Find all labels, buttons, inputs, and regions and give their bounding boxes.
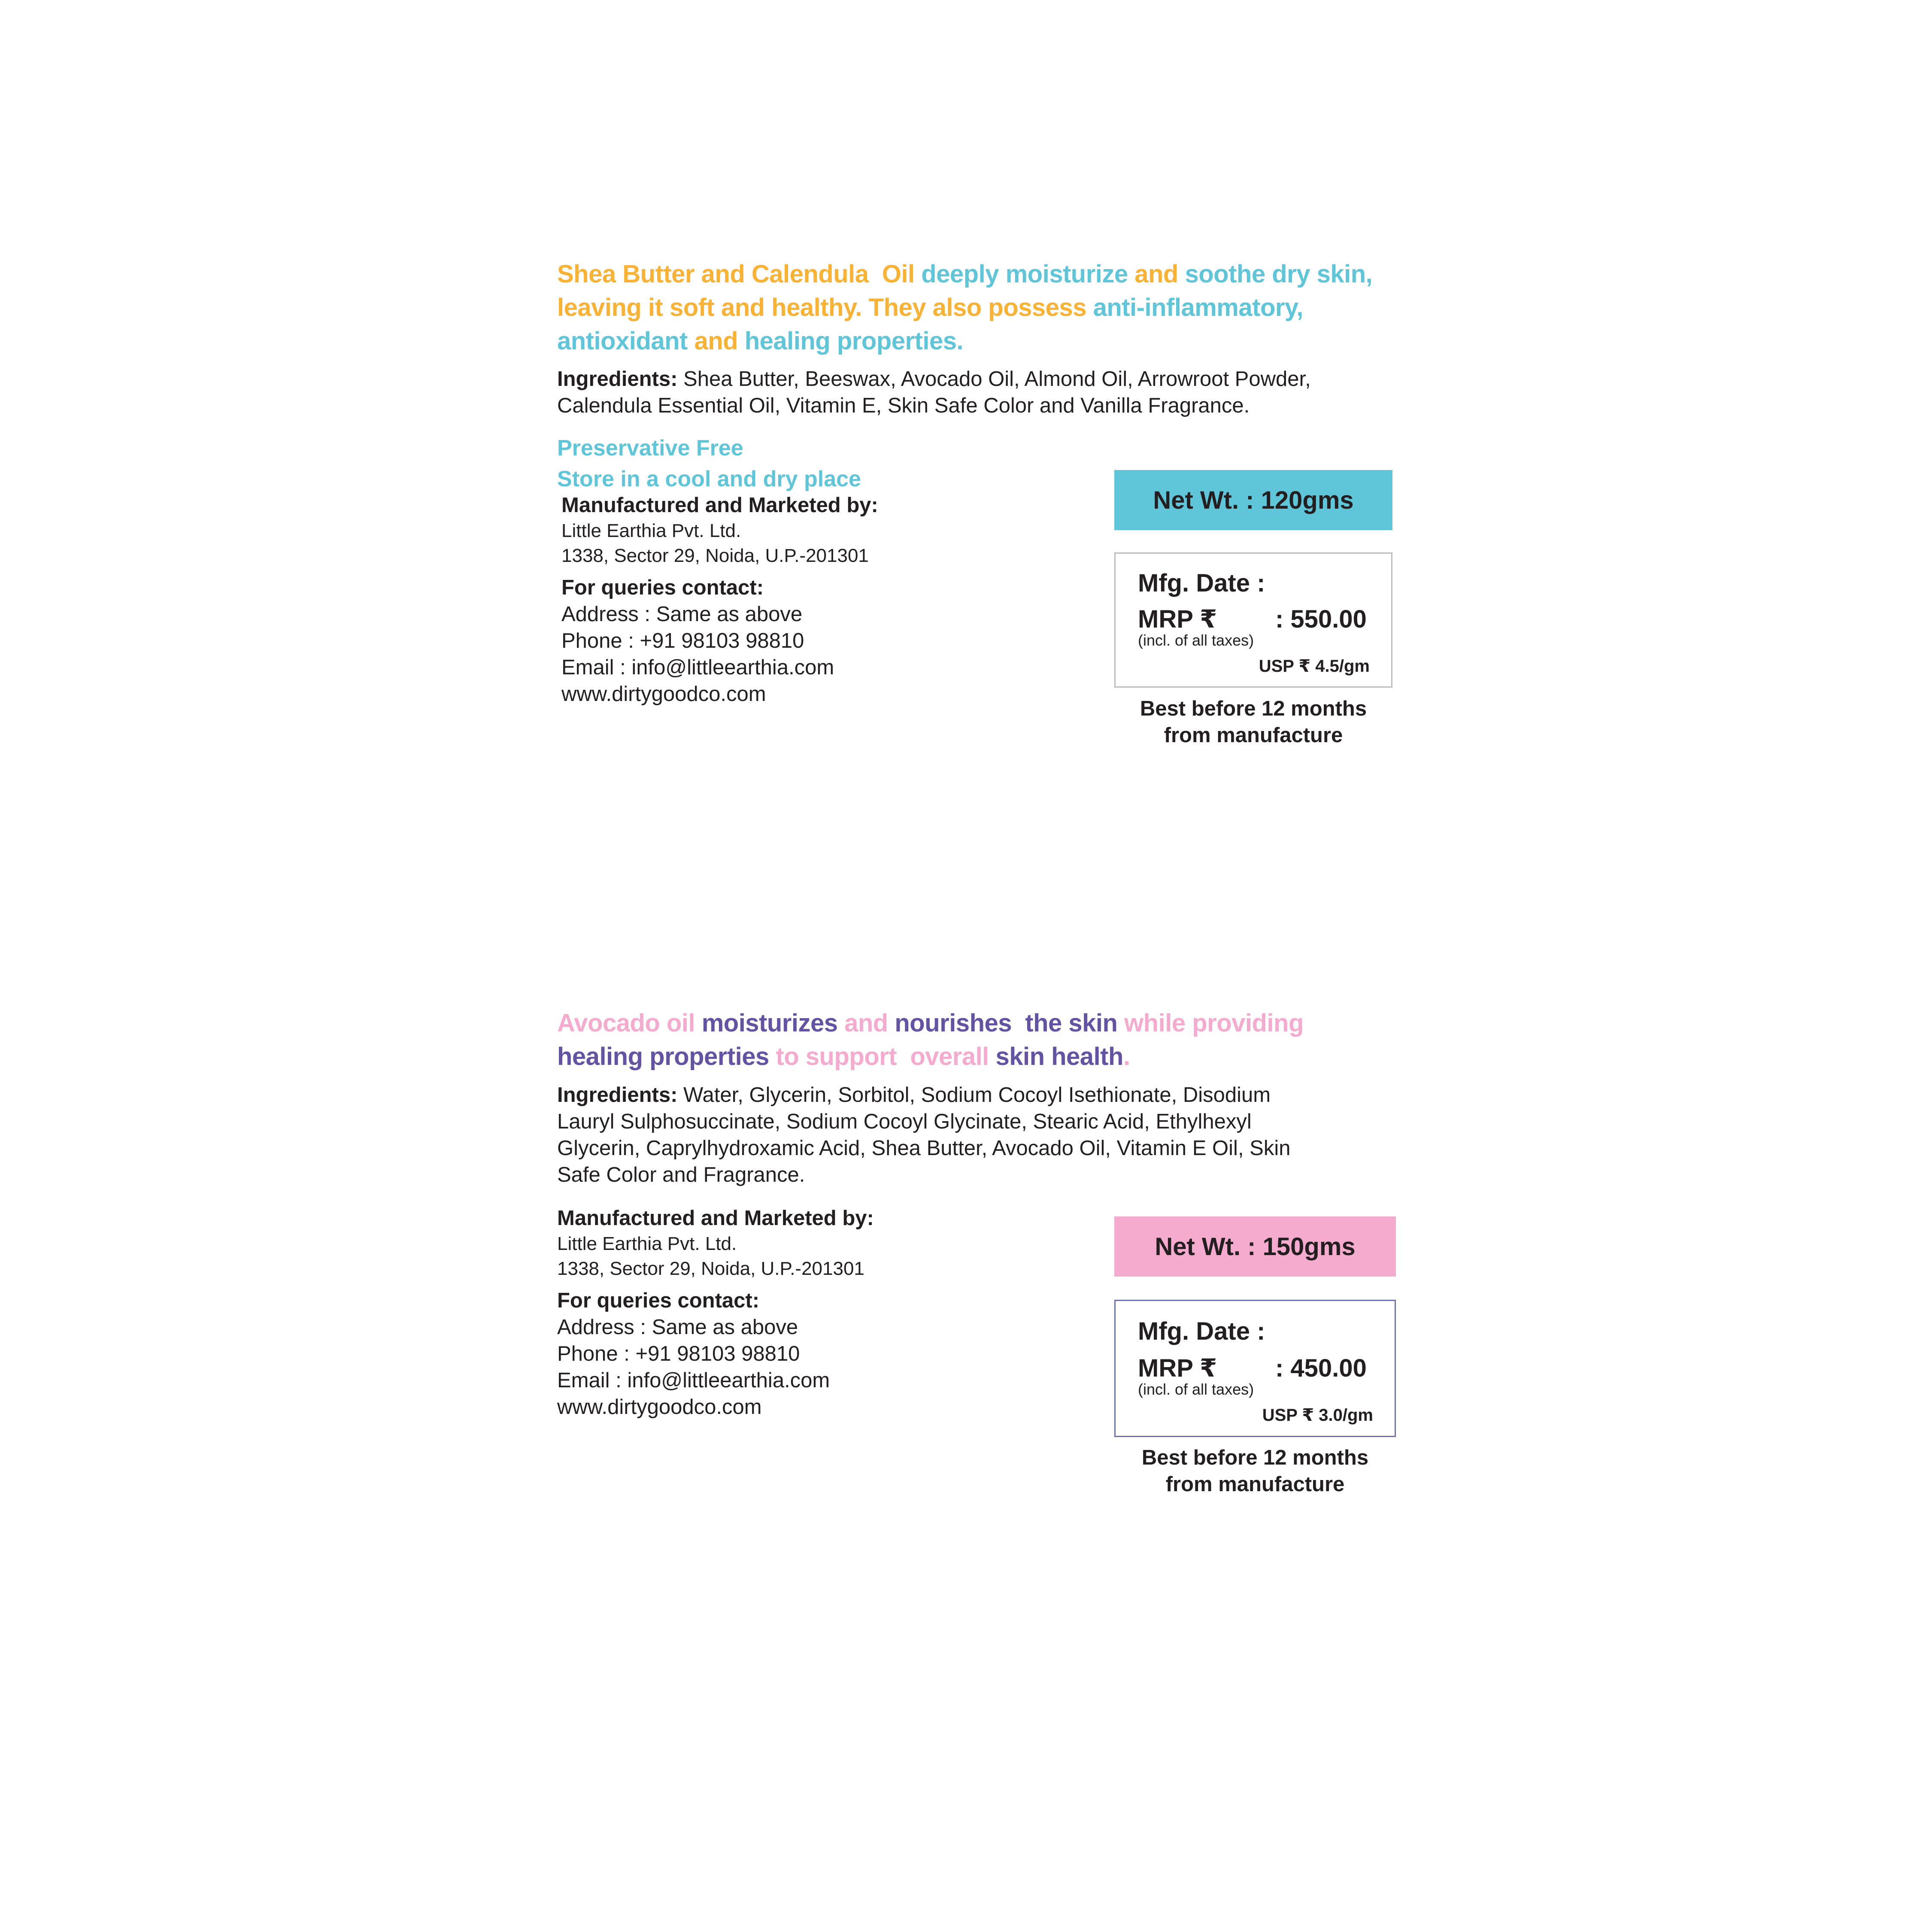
best-before-line2: from manufacture — [1165, 1473, 1345, 1496]
headline-segment: Shea Butter and Calendula Oil — [557, 260, 922, 288]
label1-headline — [557, 258, 1407, 358]
taxes-note: (incl. of all taxes) — [1138, 1380, 1254, 1398]
headline-segment: to support overall — [776, 1043, 996, 1071]
preservative-free: Preservative Free — [557, 436, 743, 461]
taxes-note: (incl. of all taxes) — [1138, 631, 1254, 649]
best-before-line1: Best before 12 months — [1140, 697, 1367, 720]
mfg-date: Mfg. Date : — [1138, 1317, 1265, 1345]
label2-best-before — [1114, 1444, 1396, 1498]
headline-segment: nourishes the skin — [895, 1009, 1125, 1037]
contact-phone: Phone : +91 98103 98810 — [557, 1342, 800, 1365]
headline-segment: healing properties — [557, 1043, 776, 1071]
label2-headline — [557, 1007, 1368, 1074]
ingredients-list: Shea Butter, Beeswax, Avocado Oil, Almond Oil, Arrowroot Powder, Calendula Essential Oil, Vitamin E, Skin Safe Color and Vanilla Fragrance. — [557, 367, 1311, 417]
headline-segment: anti-inflammatory, antioxidant — [557, 294, 1310, 355]
mrp-label: MRP ₹ — [1138, 605, 1217, 633]
headline-segment: and — [844, 1009, 895, 1037]
mfg-date: Mfg. Date : — [1138, 569, 1265, 597]
queries-title: For queries contact: — [557, 1289, 760, 1312]
best-before-line2: from manufacture — [1164, 724, 1343, 747]
label1-net-weight: Net Wt. : 120gms — [1114, 470, 1392, 530]
best-before-line1: Best before 12 months — [1141, 1446, 1369, 1469]
label1-best-before — [1114, 695, 1392, 749]
label1-price-box — [1114, 552, 1392, 688]
contact-website: www.dirtygoodco.com — [561, 682, 766, 706]
contact-address: Address : Same as above — [561, 603, 803, 626]
mfr-address: 1338, Sector 29, Noida, U.P.-201301 — [557, 1258, 864, 1279]
contact-website: www.dirtygoodco.com — [557, 1395, 762, 1419]
headline-segment: and — [694, 327, 745, 355]
label2-price-box — [1114, 1300, 1396, 1437]
mfr-title: Manufactured and Marketed by: — [561, 494, 878, 517]
headline-segment: moisturizes — [701, 1009, 845, 1037]
mfr-name: Little Earthia Pvt. Ltd. — [557, 1233, 737, 1254]
contact-phone: Phone : +91 98103 98810 — [561, 629, 804, 652]
headline-segment: . — [1123, 1043, 1130, 1071]
label-avocado — [557, 1002, 1424, 1509]
headline-segment: healing properties. — [744, 327, 964, 355]
contact-address: Address : Same as above — [557, 1316, 798, 1339]
label2-net-weight: Net Wt. : 150gms — [1114, 1216, 1396, 1277]
headline-segment: deeply moisturize — [921, 260, 1135, 288]
mrp-value: : 550.00 — [1275, 605, 1367, 633]
label2-manufacturer — [557, 1205, 874, 1420]
label1-notes — [557, 433, 861, 494]
storage-instructions: Store in a cool and dry place — [557, 467, 861, 491]
mrp-label: MRP ₹ — [1138, 1354, 1217, 1382]
mfr-title: Manufactured and Marketed by: — [557, 1207, 874, 1230]
ingredients-list: Water, Glycerin, Sorbitol, Sodium Cocoyl Isethionate, Disodium Lauryl Sulphosuccinate, Sodium Cocoyl Glycinate, Stearic Acid, Ethylhexyl Glycerin, Caprylhydroxamic Acid, Shea Butter, Avocado Oil, Vitamin E Oil, Skin Safe Color and Fragrance. — [557, 1083, 1291, 1186]
mrp-value: : 450.00 — [1275, 1354, 1367, 1382]
mfr-name: Little Earthia Pvt. Ltd. — [561, 520, 741, 541]
label1-ingredients — [557, 366, 1373, 419]
headline-segment: leaving it soft and healthy. They also possess — [557, 294, 1093, 321]
ingredients-label: Ingredients: — [557, 1083, 678, 1107]
contact-email: Email : info@littleearthia.com — [561, 656, 834, 679]
label1-manufacturer — [561, 492, 878, 707]
headline-segment: and — [1134, 260, 1185, 288]
queries-title: For queries contact: — [561, 576, 764, 599]
mfr-address: 1338, Sector 29, Noida, U.P.-201301 — [561, 545, 869, 566]
contact-email: Email : info@littleearthia.com — [557, 1369, 830, 1392]
label2-ingredients — [557, 1082, 1330, 1188]
headline-segment: skin health — [995, 1043, 1123, 1071]
headline-segment: soothe dry skin, — [1185, 260, 1379, 288]
usp-value: USP ₹ 3.0/gm — [1262, 1406, 1373, 1425]
label-shea-butter — [557, 253, 1424, 760]
ingredients-label: Ingredients: — [557, 367, 678, 391]
headline-segment: while providing — [1124, 1009, 1310, 1037]
usp-value: USP ₹ 4.5/gm — [1259, 657, 1370, 676]
headline-segment: Avocado oil — [557, 1009, 702, 1037]
